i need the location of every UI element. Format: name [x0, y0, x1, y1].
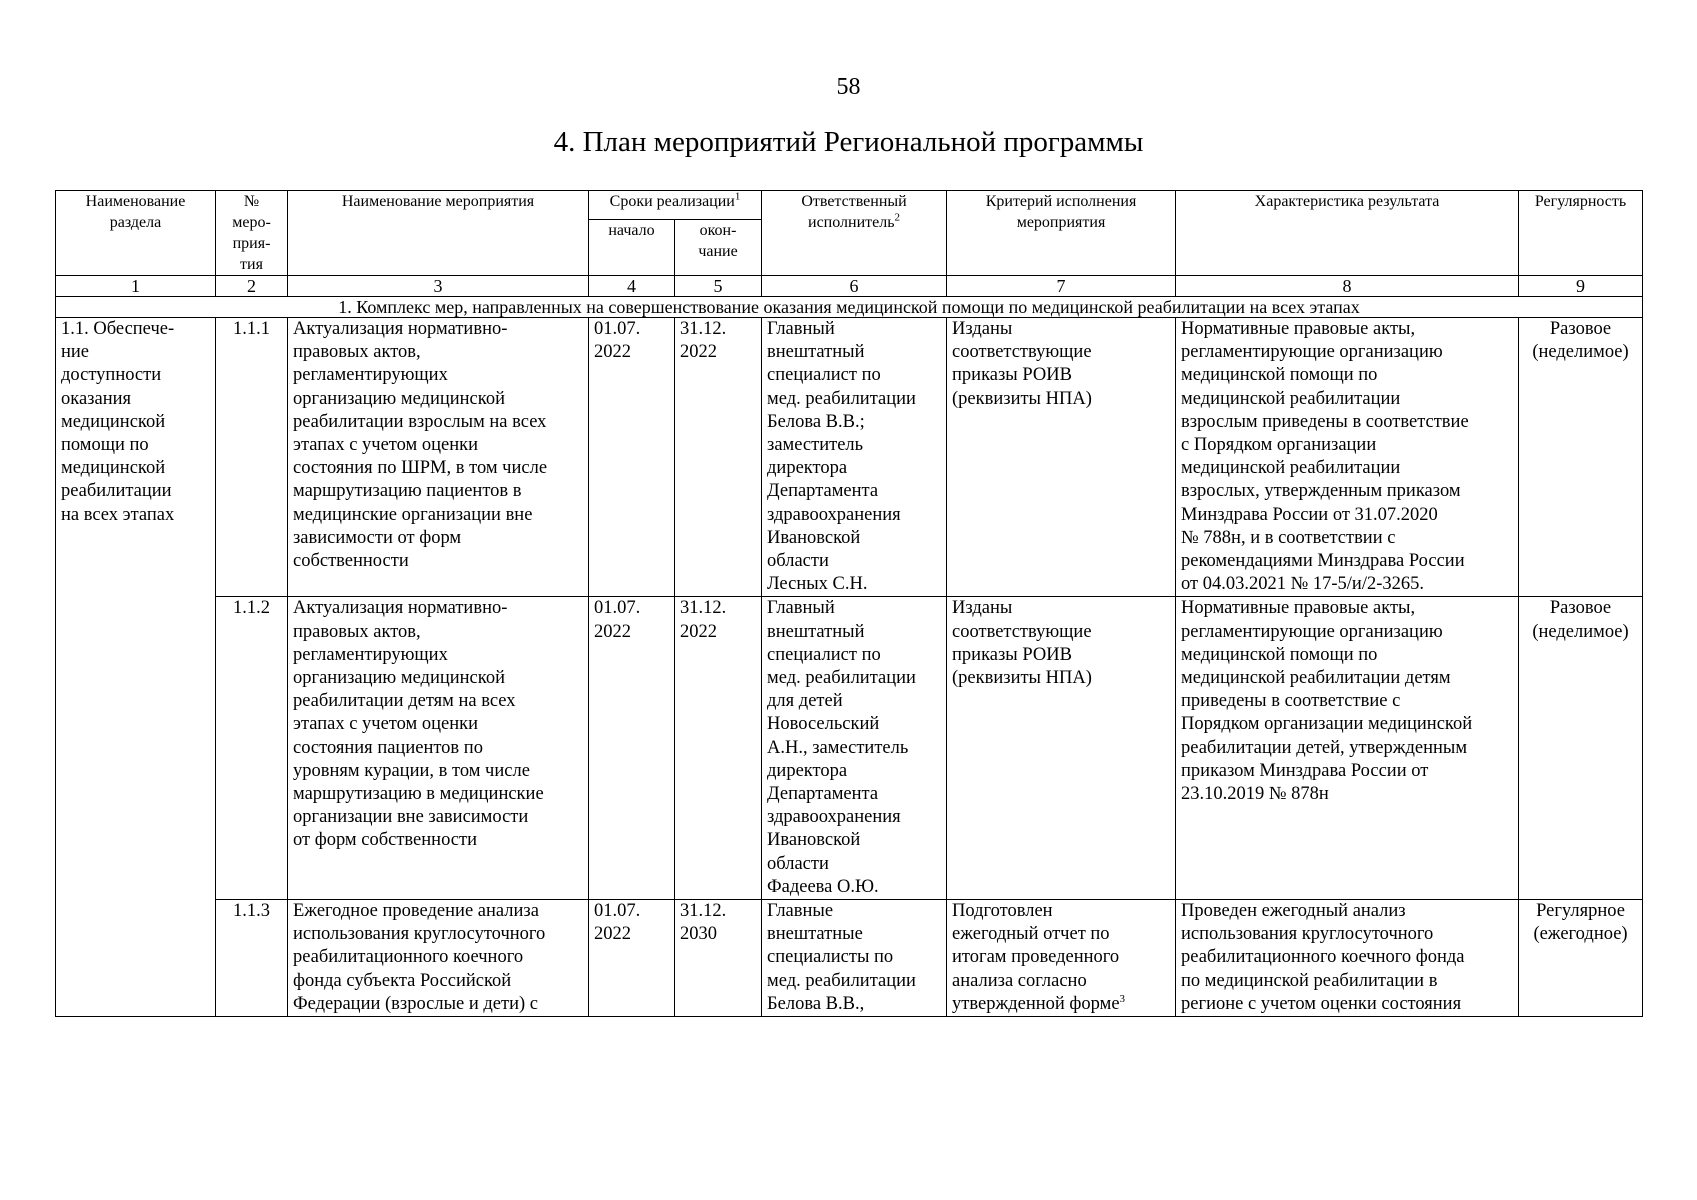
header-section-name: Наименование раздела: [56, 191, 216, 276]
header-start: начало: [589, 219, 675, 275]
section-row: [56, 297, 1643, 318]
regularity: Разовое (неделимое): [1519, 318, 1643, 597]
result-description: Проведен ежегодный анализ использования круглосуточного реабилитационного коечного фонда по медицинской реабилитации в регионе с учетом оценки состояния: [1176, 900, 1519, 1017]
criterion-cell: [947, 597, 1176, 900]
table-header-row: [56, 191, 1643, 220]
footnote-marker-3: 3: [1119, 992, 1126, 1005]
result-description: Нормативные правовые акты, регламентирующие организацию медицинской помощи по медицинской реабилитации взрослым приведены в соответствие с Порядком организации медицинской реабилитации взрослых, утвержденным приказом Минздрава России от 31.07.2020 № 788н, и в соответствии с рекомендациями Минздрава России от 04.03.2021 № 17-5/и/2-3265.: [1176, 318, 1519, 597]
column-number-row: [56, 276, 1643, 297]
header-implementation-period: [589, 191, 762, 220]
header-result: Характеристика результата: [1176, 191, 1519, 276]
header-end: окон- чание: [675, 219, 762, 275]
plan-table: [55, 190, 1643, 1017]
criterion-text: Изданы соответствующие приказы РОИВ (реквизиты НПА): [952, 598, 1092, 689]
table-row: [56, 597, 1643, 900]
end-date: 31.12. 2022: [675, 597, 762, 900]
column-number: 5: [675, 276, 762, 297]
criterion-cell: [947, 900, 1176, 1017]
start-date: 01.07. 2022: [589, 900, 675, 1017]
column-number: 2: [216, 276, 288, 297]
responsible-person: Главный внештатный специалист по мед. реабилитации для детей Новосельский А.Н., заместитель директора Департамента здравоохранения Ивановской области Фадеева О.Ю.: [762, 597, 947, 900]
header-activity-name: Наименование мероприятия: [288, 191, 589, 276]
table-row: [56, 318, 1643, 597]
responsible-person: Главный внештатный специалист по мед. реабилитации Белова В.В.; заместитель директора Департамента здравоохранения Ивановской области Лесных С.Н.: [762, 318, 947, 597]
header-activity-number: № меро- прия- тия: [216, 191, 288, 276]
page-number: 58: [836, 74, 861, 100]
column-number: 9: [1519, 276, 1643, 297]
header-responsible: [762, 191, 947, 276]
column-number: 1: [56, 276, 216, 297]
responsible-person: Главные внештатные специалисты по мед. реабилитации Белова В.В.,: [762, 900, 947, 1017]
criterion-cell: [947, 318, 1176, 597]
activity-name: Актуализация нормативно- правовых актов, регламентирующих организацию медицинской реабилитации взрослым на всех этапах с учетом оценки состояния по ШРМ, в том числе маршрутизацию пациентов в медицинские организации вне зависимости от форм собственности: [288, 318, 589, 597]
column-number: 8: [1176, 276, 1519, 297]
column-number: 4: [589, 276, 675, 297]
header-responsible-label: Ответственный исполнитель: [801, 193, 907, 231]
column-number: 6: [762, 276, 947, 297]
footnote-marker-2: 2: [894, 211, 901, 224]
start-date: 01.07. 2022: [589, 318, 675, 597]
regularity: Разовое (неделимое): [1519, 597, 1643, 900]
regularity: Регулярное (ежегодное): [1519, 900, 1643, 1017]
column-number: 7: [947, 276, 1176, 297]
activity-number: 1.1.1: [216, 318, 288, 597]
criterion-text: Подготовлен ежегодный отчет по итогам проведенного анализа согласно утвержденной форме: [952, 901, 1120, 1014]
criterion-text: Изданы соответствующие приказы РОИВ (реквизиты НПА): [952, 319, 1092, 409]
activity-number: 1.1.3: [216, 900, 288, 1017]
activity-name: Актуализация нормативно- правовых актов, регламентирующих организацию медицинской реабилитации детям на всех этапах с учетом оценки состояния пациентов по уровням курации, в том числе маршрутизацию в медицинские организации вне зависимости от форм собственности: [288, 597, 589, 900]
header-regularity: Регулярность: [1519, 191, 1643, 276]
end-date: 31.12. 2030: [675, 900, 762, 1017]
page-title: 4. План мероприятий Региональной программы: [553, 126, 1144, 158]
table-row: [56, 900, 1643, 1017]
start-date: 01.07. 2022: [589, 597, 675, 900]
section-title: 1. Комплекс мер, направленных на совершенствование оказания медицинской помощи по медицинской реабилитации на всех этапах: [56, 297, 1643, 318]
section-name-cell: 1.1. Обеспече- ние доступности оказания медицинской помощи по медицинской реабилитации на всех этапах: [56, 318, 216, 1017]
activity-number: 1.1.2: [216, 597, 288, 900]
activity-name: Ежегодное проведение анализа использования круглосуточного реабилитационного коечного фонда субъекта Российской Федерации (взрослые и дети) с: [288, 900, 589, 1017]
header-criterion: Критерий исполнения мероприятия: [947, 191, 1176, 276]
header-implementation-period-label: Сроки реализации: [609, 193, 735, 210]
end-date: 31.12. 2022: [675, 318, 762, 597]
footnote-marker-1: 1: [734, 190, 741, 203]
column-number: 3: [288, 276, 589, 297]
result-description: Нормативные правовые акты, регламентирующие организацию медицинской помощи по медицинской реабилитации детям приведены в соответствие с Порядком организации медицинской реабилитации детей, утвержденным приказом Минздрава России от 23.10.2019 № 878н: [1176, 597, 1519, 900]
